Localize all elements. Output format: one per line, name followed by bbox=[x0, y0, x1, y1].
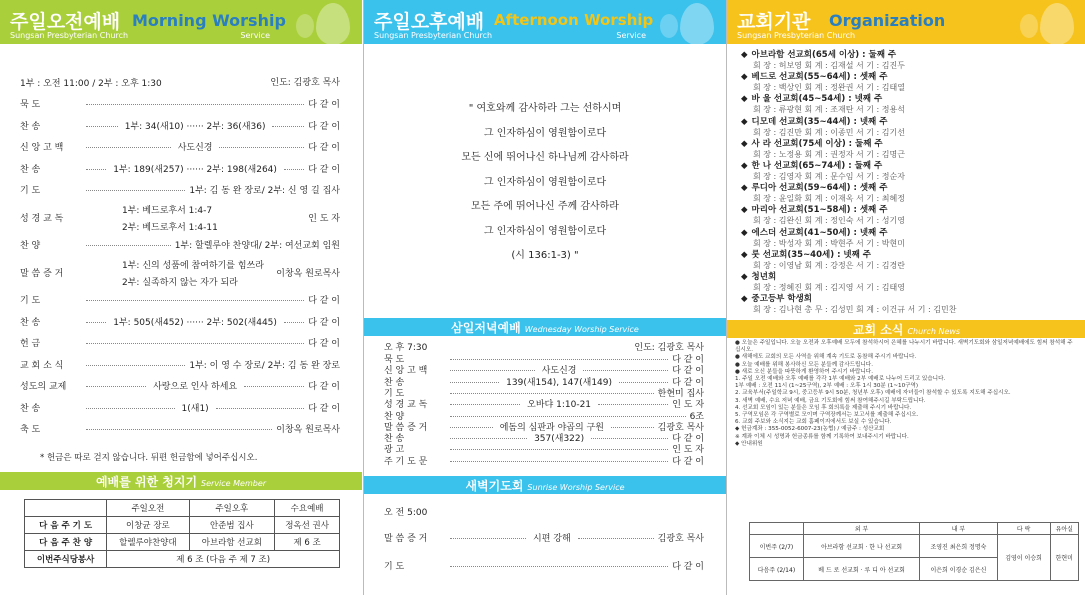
organization-item bbox=[741, 70, 905, 93]
psalm-line: 모든 주에 뛰어나신 주께 감사하라 bbox=[471, 201, 619, 212]
order-row bbox=[20, 162, 340, 175]
organization-name bbox=[741, 270, 905, 282]
dot-leader bbox=[450, 449, 668, 450]
organization-item bbox=[741, 115, 905, 138]
organization-item bbox=[741, 181, 905, 204]
dot-leader bbox=[219, 147, 304, 148]
organization-title-ko: 교회기관 bbox=[737, 11, 811, 33]
table-cell: 정옥선 권사 bbox=[275, 517, 340, 534]
organization-officers: 회 장 : 허보영 회 계 : 김재설 서 기 : 김진두 bbox=[753, 61, 905, 70]
order-label: 기 도 bbox=[20, 296, 41, 306]
order-label: 기 도 bbox=[384, 388, 405, 399]
order-label: 신 앙 고 백 bbox=[384, 366, 428, 377]
psalm-line: " 여호와께 감사하라 그는 선하시며 bbox=[468, 103, 622, 114]
organization-title: 청년회 bbox=[751, 272, 777, 282]
organization-officers: 회 장 : 김영자 회 계 : 문수임 서 기 : 정순자 bbox=[753, 172, 905, 181]
order-label: 말 씀 증 거 bbox=[20, 269, 64, 279]
order-label: 말 씀 증 거 bbox=[384, 534, 428, 544]
order-person: 다 같 이 bbox=[672, 456, 704, 467]
table-cell: 이창균 장로 bbox=[107, 517, 189, 534]
order-detail: 시편 강해 bbox=[533, 534, 571, 544]
table-cell: 제 6 조 (다음 주 제 7 조) bbox=[107, 551, 340, 568]
table-cell: 아브라함 선교회 bbox=[189, 534, 275, 551]
organization-title: 중고등부 학생회 bbox=[751, 294, 812, 305]
news-item: ※ 계좌 이체 시 성명과 헌금종류를 함께 기록하여 보내주시기 바랍니다. bbox=[735, 433, 909, 440]
order-person: 다 같 이 bbox=[308, 100, 340, 110]
afternoon-worship-title-ko: 주일오후예배 bbox=[374, 11, 485, 33]
morning-worship-title-ko: 주일오전예배 bbox=[10, 11, 121, 33]
news-item: ● 오늘 예배를 위해 봉사하신 모든 분들께 감사드립니다. bbox=[735, 361, 873, 368]
organization-item bbox=[741, 159, 905, 182]
morning-worship-title-en: Morning Worship bbox=[132, 11, 286, 30]
table-head: 외 부 bbox=[803, 523, 919, 535]
table-cell: 안준범 집사 bbox=[189, 517, 275, 534]
table-head: 내 부 bbox=[920, 523, 997, 535]
afternoon-worship-title-en: Afternoon Worship bbox=[494, 11, 654, 29]
order-detail: 사도신경 bbox=[177, 143, 213, 153]
order-label: 신 앙 고 백 bbox=[20, 143, 64, 153]
order-person: 다 같 이 bbox=[672, 366, 704, 377]
table-cell: 한현미 bbox=[1050, 535, 1078, 581]
order-label: 교 회 소 식 bbox=[20, 360, 64, 371]
order-detail: 1부: 베드로후서 1:4-7 bbox=[122, 205, 213, 216]
order-label: 찬 송 bbox=[20, 403, 41, 414]
dawn-title: 새벽기도회 bbox=[465, 479, 524, 493]
organization-title: 루디아 선교회(59~64세) : 셋째 주 bbox=[751, 183, 888, 194]
organization-item bbox=[741, 137, 905, 160]
order-person: 1부: 할렐루야 찬양대/ 2부: 여선교회 임원 bbox=[174, 241, 340, 251]
order-detail: 사랑으로 인사 하세요 bbox=[153, 382, 238, 392]
order-row bbox=[20, 140, 340, 153]
order-person: 한현미 집사 bbox=[657, 388, 704, 399]
morning-worship-banner bbox=[0, 0, 362, 44]
organization-item bbox=[741, 226, 905, 249]
psalm-line: (시 136:1-3) " bbox=[511, 250, 579, 261]
psalm-line: 모든 신에 뛰어나신 하나님께 감사하라 bbox=[461, 152, 629, 163]
organization-title: 사 라 선교회(75세 이상) : 둘째 주 bbox=[751, 138, 883, 149]
dot-leader bbox=[598, 404, 668, 405]
dot-leader bbox=[578, 538, 654, 539]
psalm-line: 그 인자하심이 영원함이로다 bbox=[483, 176, 607, 188]
organization-title: 바 울 선교회(45~54세) : 넷째 주 bbox=[751, 94, 883, 105]
order-label: 찬 송 bbox=[384, 434, 405, 445]
organization-title: 아브라함 선교회(65세 이상) : 둘째 주 bbox=[751, 50, 897, 60]
order-row bbox=[20, 422, 340, 435]
morning-worship-column bbox=[0, 0, 362, 595]
dot-leader bbox=[86, 322, 106, 323]
order-person: 김광호 목사 bbox=[657, 534, 705, 544]
table-cell: 아브라함 선교회 · 한 나 선교회 bbox=[803, 535, 919, 558]
news-item: 1. 주일 오전 예배와 오후 예배를 각각 1부 예배와 2부 예배로 나누어 드리고 있습니다. bbox=[735, 376, 946, 383]
order-label: 성 경 교 독 bbox=[384, 400, 428, 411]
order-label: 광 고 bbox=[384, 445, 405, 456]
table-head: 다 락 bbox=[997, 523, 1050, 535]
order-row bbox=[20, 293, 340, 306]
order-label: 찬 양 bbox=[20, 241, 41, 251]
organization-item bbox=[741, 48, 905, 71]
table-head: 주일오전 bbox=[107, 500, 189, 517]
order-person: 김광호 목사 bbox=[657, 422, 704, 433]
droplet-icon bbox=[680, 3, 714, 44]
organization-item bbox=[741, 248, 905, 271]
dot-leader bbox=[450, 416, 686, 417]
dot-leader bbox=[244, 386, 304, 387]
order-row bbox=[20, 358, 340, 371]
dot-leader bbox=[450, 438, 527, 439]
dawn-strip bbox=[364, 476, 726, 494]
order-person: 다 같 이 bbox=[308, 403, 341, 414]
organization-officers: 회 장 : 윤일화 회 계 : 이재옥 서 기 : 최혜정 bbox=[753, 194, 905, 204]
order-label: 찬 송 bbox=[384, 377, 405, 388]
order-label: 묵 도 bbox=[20, 100, 41, 110]
organization-name bbox=[741, 181, 905, 193]
dot-leader bbox=[450, 370, 535, 371]
order-person: 1부: 김 동 완 장로/ 2부: 신 영 길 집사 bbox=[189, 186, 340, 196]
news-item: 3. 새벽 예배, 수요 저녁 예배, 금요 기도회에 힘써 참여해주시길 부탁드립니다. bbox=[735, 397, 926, 404]
order-label: 묵 도 bbox=[384, 355, 405, 365]
organization-item bbox=[741, 292, 956, 315]
news-item: 6. 교회 주보와 소식지는 교회 홈페이지에서도 보실 수 있습니다. bbox=[735, 419, 892, 426]
order-person: 이창옥 원로목사 bbox=[276, 269, 340, 279]
order-person: 인 도 자 bbox=[672, 400, 705, 411]
dot-leader bbox=[591, 438, 668, 439]
diamond-icon: ◆ bbox=[741, 50, 748, 60]
order-detail: 139(새154), 147(새149) bbox=[506, 377, 613, 388]
psalm-line: 그 인자하심이 영원함이로다 bbox=[483, 225, 607, 237]
diamond-icon: ◆ bbox=[741, 205, 748, 216]
order-detail: 1부: 189(새257) ······ 2부: 198(새264) bbox=[113, 164, 277, 175]
order-detail: 1부: 505(새452) ······ 2부: 502(새445) bbox=[113, 317, 277, 328]
psalm-line: 그 인자하심이 영원함이로다 bbox=[483, 127, 607, 139]
order-row bbox=[20, 238, 340, 251]
organization-title: 룻 선교회(35~40세) : 넷째 주 bbox=[751, 249, 872, 260]
table-cell: 조영진 최은희 정명숙 bbox=[920, 535, 997, 558]
news-item: 4. 선교회 모임이 있는 분들은 모임 후 회의록을 제출해 주시기 바랍니다. bbox=[735, 404, 912, 411]
wednesday-strip bbox=[364, 318, 726, 336]
order-row bbox=[20, 315, 340, 328]
dot-leader bbox=[450, 404, 520, 405]
order-detail: 2부: 실족하지 않는 자가 되라 bbox=[122, 277, 238, 288]
organization-name bbox=[741, 92, 905, 104]
table-cell: 이번주 (2/7) bbox=[750, 535, 804, 558]
organization-officers: 회 장 : 류광현 회 계 : 조재탄 서 기 : 정용석 bbox=[753, 105, 905, 115]
organization-name bbox=[741, 48, 905, 60]
service-member-title-en: Service Member bbox=[201, 479, 267, 488]
order-person: 다 같 이 bbox=[672, 434, 705, 445]
order-label: 찬 양 bbox=[384, 411, 405, 422]
news-item: 1부 예배 : 오전 11시 (1~25구역), 2부 예배 : 오후 1시 30분 (1~10구역) bbox=[735, 383, 919, 390]
table-cell: 김영이 이승희 bbox=[997, 535, 1050, 581]
dot-leader bbox=[284, 322, 304, 323]
table-head: 유아실 bbox=[1050, 523, 1078, 535]
organization-officers: 회 장 : 김진만 회 계 : 이종민 서 기 : 김기선 bbox=[753, 127, 905, 137]
organization-officers: 회 장 : 정혜진 회 계 : 김지영 서 기 : 김태영 bbox=[753, 283, 905, 292]
news-item: 2. 교육부서(주일학교 9시, 중고등부 9시 50분, 청년부 오후) 예배에 자녀들이 참석할 수 있도록 지도해 주십시오. bbox=[735, 390, 1011, 397]
afternoon-worship-banner bbox=[364, 0, 726, 44]
diamond-icon: ◆ bbox=[741, 161, 748, 171]
organization-title: 에스더 선교회(41~50세) : 넷째 주 bbox=[751, 227, 888, 238]
droplet-icon bbox=[316, 3, 350, 44]
organization-item bbox=[741, 92, 905, 115]
diamond-icon: ◆ bbox=[741, 138, 748, 149]
dot-leader bbox=[86, 343, 304, 344]
order-person: 다 같 이 bbox=[308, 296, 340, 306]
order-label: 축 도 bbox=[20, 425, 41, 435]
organization-officers: 회 장 : 노정용 회 계 : 권정자 서 기 : 김명근 bbox=[753, 149, 905, 159]
organization-title-en: Organization bbox=[829, 11, 946, 30]
dot-leader bbox=[86, 300, 304, 301]
order-person: 다 같 이 bbox=[308, 317, 341, 328]
wednesday-title: 삼일저녁예배 bbox=[451, 321, 521, 335]
order-label: 헌 금 bbox=[20, 339, 41, 349]
news-item: ● 새로 오신 분들을 따뜻하게 환영하여 주시기 바랍니다. bbox=[735, 368, 873, 375]
dot-leader bbox=[86, 169, 106, 170]
order-row bbox=[384, 531, 704, 544]
offering-note: * 헌금은 따로 걷지 않습니다. 뒤편 헌금함에 넣어주십시오. bbox=[40, 453, 258, 463]
usher-table bbox=[749, 522, 1079, 581]
church-name: Sungsan Presbyterian Church bbox=[10, 31, 129, 40]
dot-leader bbox=[619, 382, 668, 383]
droplet-icon bbox=[660, 14, 678, 38]
church-name: Sungsan Presbyterian Church bbox=[374, 31, 493, 40]
dot-leader bbox=[86, 408, 175, 409]
order-person: 다 같 이 bbox=[308, 121, 341, 132]
organization-officers: 회 장 : 김완신 회 계 : 정인숙 서 기 : 성기영 bbox=[753, 216, 905, 226]
organization-name bbox=[741, 226, 905, 238]
droplet-icon bbox=[296, 14, 314, 38]
organization-item bbox=[741, 203, 905, 226]
organization-name bbox=[741, 203, 905, 215]
organization-name bbox=[741, 292, 956, 304]
dot-leader bbox=[86, 365, 185, 366]
order-label: 기 도 bbox=[20, 186, 41, 196]
church-news-title: 교회 소식 bbox=[852, 323, 904, 337]
order-row bbox=[20, 183, 340, 196]
dot-leader bbox=[450, 566, 668, 567]
order-reading bbox=[82, 203, 308, 233]
organization-name bbox=[741, 115, 905, 127]
order-label: 찬 송 bbox=[20, 121, 41, 132]
table-cell: 베 드 로 선교회 · 루 디 아 선교회 bbox=[803, 558, 919, 581]
dot-leader bbox=[86, 147, 171, 148]
news-item: 5. 구역모임은 각 구역별로 모이며 구역장께서는 보고서를 제출해 주십시오. bbox=[735, 412, 919, 419]
order-person: 다 같 이 bbox=[672, 377, 704, 388]
diamond-icon: ◆ bbox=[741, 294, 748, 305]
diamond-icon: ◆ bbox=[741, 72, 748, 83]
news-item: ● 새해에도 교회의 모든 사역을 위해 계속 기도로 동참해 주시기 바랍니다. bbox=[735, 354, 917, 361]
organization-name bbox=[741, 248, 905, 260]
church-news-strip bbox=[727, 320, 1085, 338]
order-row bbox=[384, 454, 704, 467]
diamond-icon: ◆ bbox=[741, 116, 748, 127]
morning-time: 1부 : 오전 11:00 / 2부 : 오후 1:30 bbox=[20, 79, 162, 89]
church-name: Sungsan Presbyterian Church bbox=[737, 31, 856, 40]
order-reading bbox=[82, 258, 276, 288]
news-item: ◆ 안내위원 bbox=[735, 440, 763, 447]
order-person: 다 같 이 bbox=[672, 562, 704, 572]
table-cell: 할렐루야찬양대 bbox=[107, 534, 189, 551]
table-cell: 다 음 주 기 도 bbox=[25, 517, 107, 534]
service-member-strip bbox=[0, 472, 362, 490]
order-detail: 에돔의 심판과 야곱의 구원 bbox=[499, 422, 604, 433]
droplet-icon bbox=[1040, 3, 1074, 44]
table-head bbox=[750, 523, 804, 535]
news-item: ● 오늘은 주일입니다. 오늘 오전과 오후예배 모두에 참석하시어 은혜를 나누시기 바랍니다. 새벽기도회와 삼일저녁예배에도 힘써 참석해 주십시오. bbox=[735, 340, 1073, 354]
service-member-title: 예배를 위한 청지기 bbox=[95, 475, 198, 489]
order-label: 말 씀 증 거 bbox=[384, 422, 428, 433]
order-row bbox=[20, 260, 340, 286]
wednesday-time: 오 후 7:30 bbox=[384, 343, 428, 353]
table-head bbox=[25, 500, 107, 517]
table-cell: 다음주 (2/14) bbox=[750, 558, 804, 581]
diamond-icon: ◆ bbox=[741, 272, 748, 282]
news-item: ◆ 헌금계좌 : 355-0052-6007-23(농협) / 예금주 : 성산교회 bbox=[735, 426, 885, 433]
dot-leader bbox=[284, 169, 304, 170]
table-head: 주일오후 bbox=[189, 500, 275, 517]
order-label: 성도의 교제 bbox=[20, 382, 67, 392]
organization-officers: 회 장 : 이영남 회 계 : 강정은 서 기 : 김경란 bbox=[753, 260, 905, 270]
organization-name bbox=[741, 159, 905, 171]
wednesday-leader: 인도: 김광호 목사 bbox=[634, 343, 704, 353]
wednesday-title-en: Wednesday Worship Service bbox=[524, 325, 639, 334]
diamond-icon: ◆ bbox=[741, 227, 748, 238]
organization-name bbox=[741, 137, 905, 149]
church-news-list bbox=[735, 340, 1078, 448]
order-detail: 1부: 신의 성품에 참여하기를 힘쓰라 bbox=[122, 260, 264, 271]
organization-title: 한 나 선교회(65~74세) : 둘째 주 bbox=[751, 161, 883, 171]
dot-leader bbox=[86, 104, 304, 105]
organization-title: 디모데 선교회(35~44세) : 넷째 주 bbox=[751, 116, 888, 127]
order-person: 인 도 자 bbox=[672, 445, 704, 456]
order-detail: 1부: 34(새10) ······ 2부: 36(새36) bbox=[124, 121, 266, 132]
dot-leader bbox=[86, 126, 118, 127]
order-person: 6조 bbox=[689, 411, 704, 422]
table-cell: 이은희 이경순 김은신 bbox=[920, 558, 997, 581]
dot-leader bbox=[86, 386, 146, 387]
dot-leader bbox=[86, 429, 272, 430]
dot-leader bbox=[450, 359, 668, 360]
dot-leader bbox=[450, 538, 526, 539]
organization-officers: 회 장 : 박성자 회 계 : 박현주 서 기 : 박현미 bbox=[753, 238, 905, 248]
order-row bbox=[20, 336, 340, 349]
dawn-time: 오 전 5:00 bbox=[384, 508, 428, 518]
order-row bbox=[20, 401, 340, 414]
order-person: 이창옥 원로목사 bbox=[276, 425, 340, 435]
order-row bbox=[20, 97, 340, 110]
organization-officers: 회 장 : 김나현 총 무 : 김성민 회 계 : 이건규 서 기 : 김민찬 bbox=[753, 305, 957, 315]
organization-officers: 회 장 : 백상인 회 계 : 정완권 서 기 : 김태열 bbox=[753, 83, 905, 93]
organization-name bbox=[741, 70, 905, 82]
order-person: 1부: 이 영 수 장로/ 2부: 김 동 완 장로 bbox=[189, 360, 340, 371]
diamond-icon: ◆ bbox=[741, 94, 748, 105]
church-news-title-en: Church News bbox=[907, 327, 961, 336]
dot-leader bbox=[216, 408, 305, 409]
table-cell: 다 음 주 찬 양 bbox=[25, 534, 107, 551]
order-label: 찬 송 bbox=[20, 317, 41, 328]
droplet-icon bbox=[1020, 14, 1038, 38]
order-row bbox=[20, 119, 340, 132]
order-label: 주 기 도 문 bbox=[384, 456, 428, 467]
order-detail: 357(새322) bbox=[534, 434, 585, 445]
organization-title: 마리아 선교회(51~58세) : 셋째 주 bbox=[751, 205, 888, 216]
order-person: 다 같 이 bbox=[308, 143, 340, 153]
dot-leader bbox=[450, 382, 499, 383]
afternoon-worship-column bbox=[363, 0, 726, 595]
dot-leader bbox=[86, 245, 171, 246]
dawn-title-en: Sunrise Worship Service bbox=[527, 483, 625, 492]
service-member-table bbox=[24, 499, 340, 568]
organization-item bbox=[741, 270, 905, 293]
order-label: 기 도 bbox=[384, 562, 405, 572]
dot-leader bbox=[450, 427, 493, 428]
service-label: Service bbox=[616, 31, 646, 40]
order-person: 다 같 이 bbox=[672, 355, 704, 365]
table-cell: 제 6 조 bbox=[275, 534, 340, 551]
order-row bbox=[384, 559, 704, 572]
table-cell: 이번주식당봉사 bbox=[25, 551, 107, 568]
service-label: Service bbox=[240, 31, 270, 40]
morning-leader: 인도: 김광호 목사 bbox=[270, 78, 340, 88]
organization-column bbox=[726, 0, 1085, 595]
order-detail: 2부: 베드로후서 1:4-11 bbox=[122, 222, 218, 233]
organization-banner bbox=[727, 0, 1085, 44]
order-person: 인 도 자 bbox=[308, 214, 340, 224]
diamond-icon: ◆ bbox=[741, 249, 748, 260]
order-detail: 오바댜 1:10-21 bbox=[527, 400, 592, 411]
order-detail: 사도신경 bbox=[541, 366, 577, 377]
dot-leader bbox=[450, 461, 668, 462]
order-label: 찬 송 bbox=[20, 164, 41, 175]
diamond-icon: ◆ bbox=[741, 183, 748, 194]
dot-leader bbox=[450, 393, 654, 394]
order-person: 다 같 이 bbox=[308, 164, 341, 175]
organization-title: 베드로 선교회(55~64세) : 셋째 주 bbox=[751, 72, 888, 83]
dot-leader bbox=[611, 427, 654, 428]
order-person: 다 같 이 bbox=[308, 382, 340, 392]
table-head: 수요예배 bbox=[275, 500, 340, 517]
dot-leader bbox=[583, 370, 668, 371]
dot-leader bbox=[86, 190, 185, 191]
order-row bbox=[20, 379, 340, 392]
order-label: 성 경 교 독 bbox=[20, 214, 64, 224]
order-person: 다 같 이 bbox=[308, 339, 340, 349]
dot-leader bbox=[272, 126, 304, 127]
order-detail: 1(새1) bbox=[181, 403, 209, 414]
order-row bbox=[20, 205, 340, 231]
